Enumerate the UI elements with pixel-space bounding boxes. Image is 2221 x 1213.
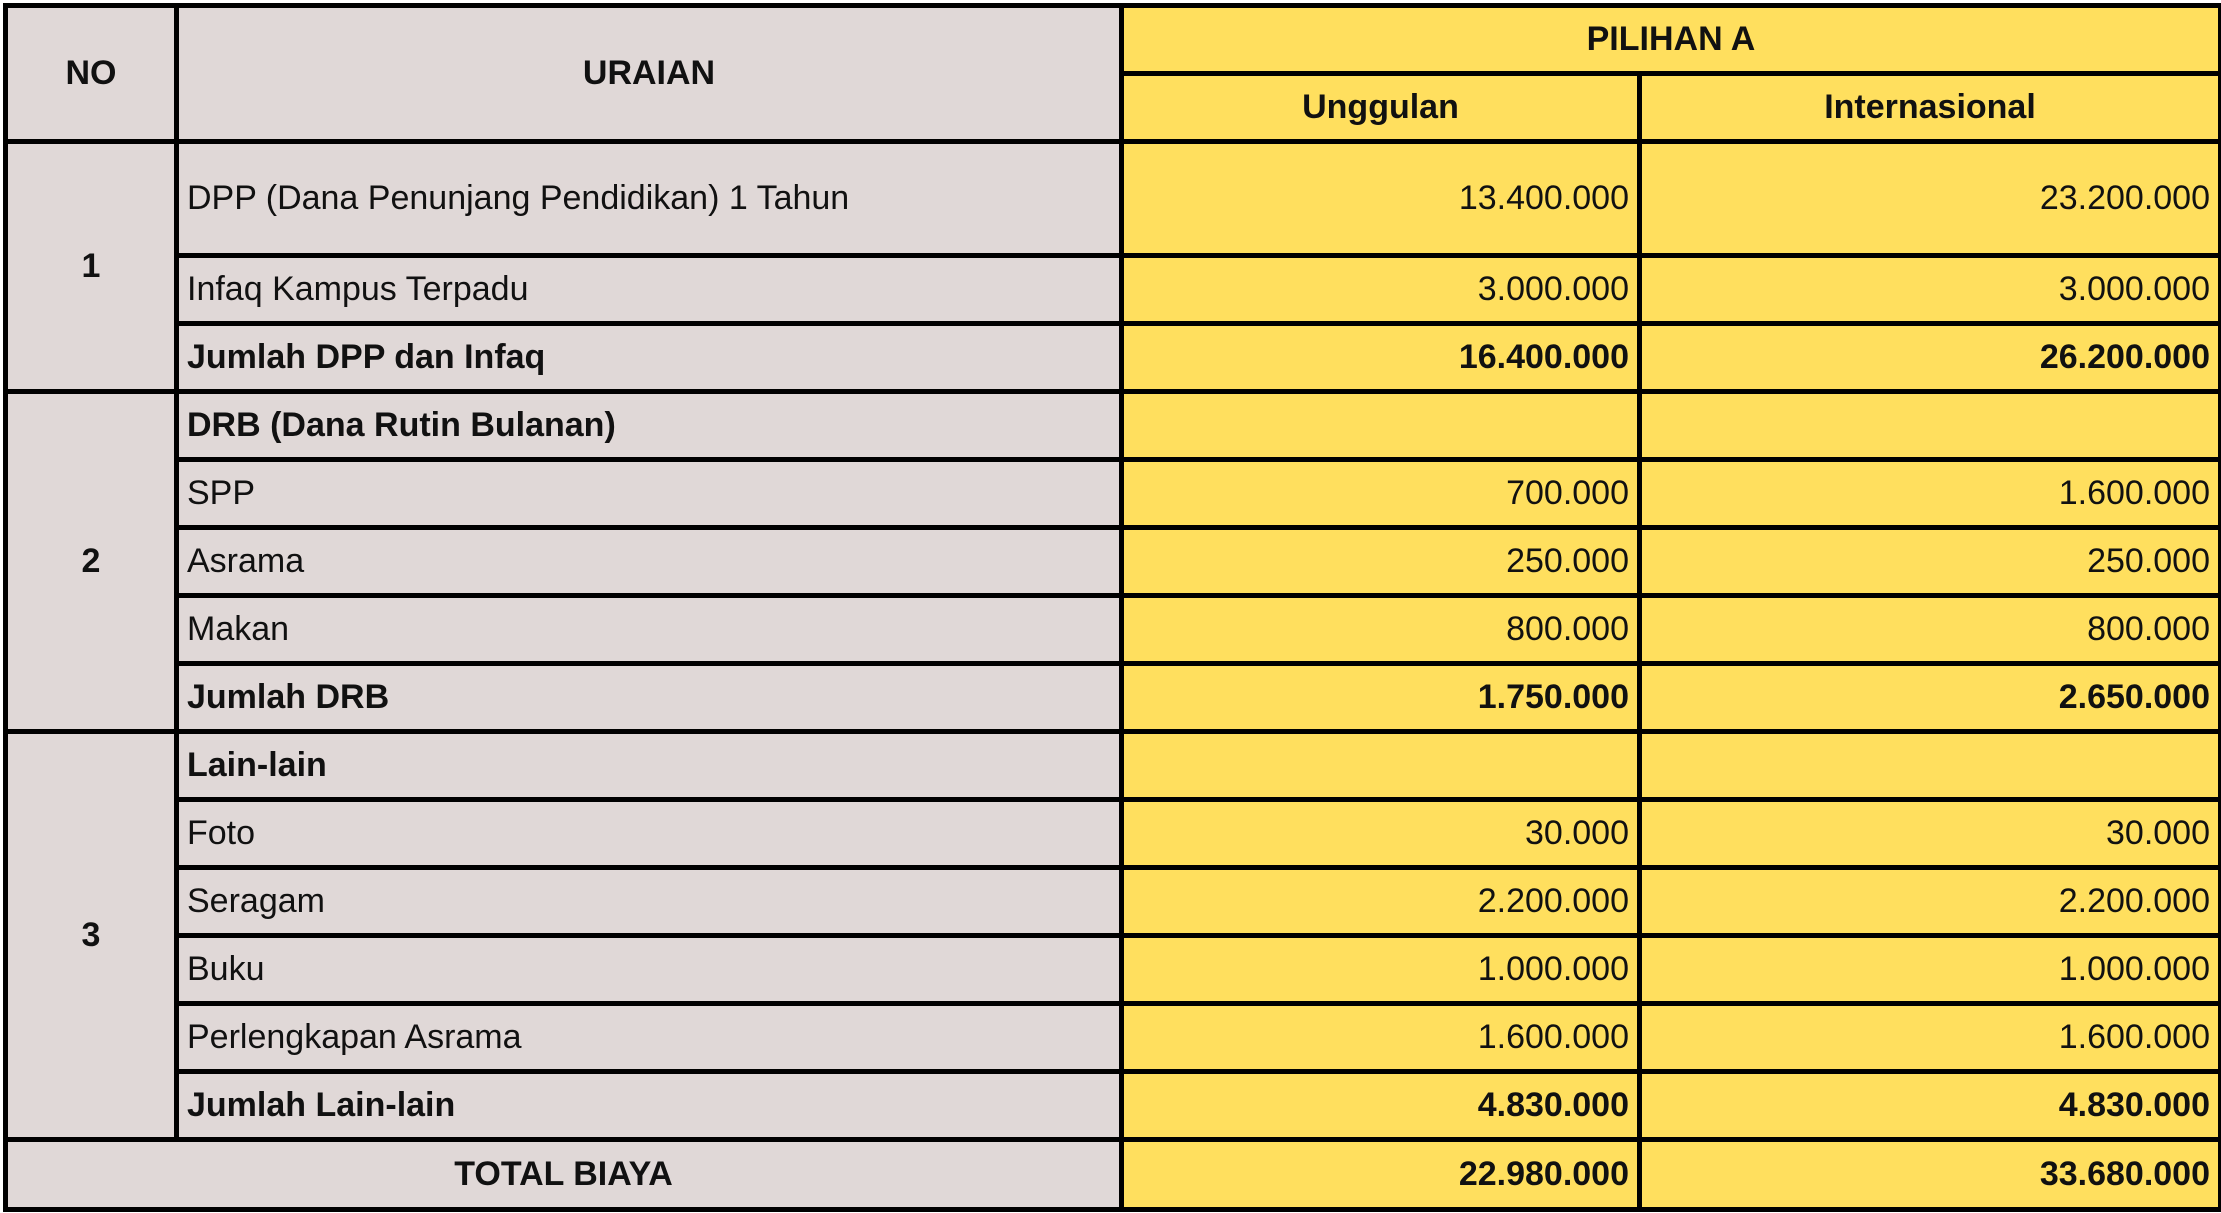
table-row [6, 1004, 2221, 1072]
row-label: SPP [177, 460, 1122, 528]
total-internasional-value: 33.680.000 [1640, 1140, 2221, 1210]
row-label: Buku [177, 936, 1122, 1004]
unggulan-value: 1.000.000 [1122, 936, 1640, 1004]
header-unggulan: Unggulan [1122, 74, 1640, 142]
row-label: Lain-lain [177, 732, 1122, 800]
section-heading-row [6, 732, 2221, 800]
unggulan-value: 2.200.000 [1122, 868, 1640, 936]
row-label: DPP (Dana Penunjang Pendidikan) 1 Tahun [177, 142, 1122, 256]
internasional-value: 23.200.000 [1640, 142, 2221, 256]
header-no: NO [6, 6, 177, 142]
subtotal-row [6, 324, 2221, 392]
table-row [6, 800, 2221, 868]
table-row [6, 936, 2221, 1004]
unggulan-value: 3.000.000 [1122, 256, 1640, 324]
row-label: Jumlah DRB [177, 664, 1122, 732]
section-heading-row [6, 392, 2221, 460]
header-uraian: URAIAN [177, 6, 1122, 142]
unggulan-value: 700.000 [1122, 460, 1640, 528]
row-label: Perlengkapan Asrama [177, 1004, 1122, 1072]
unggulan-value: 800.000 [1122, 596, 1640, 664]
table-row [6, 528, 2221, 596]
row-label: Foto [177, 800, 1122, 868]
total-row [6, 1140, 2221, 1210]
unggulan-value: 250.000 [1122, 528, 1640, 596]
subtotal-row [6, 664, 2221, 732]
internasional-value: 1.000.000 [1640, 936, 2221, 1004]
row-label: Jumlah Lain-lain [177, 1072, 1122, 1140]
row-label: Makan [177, 596, 1122, 664]
row-label: DRB (Dana Rutin Bulanan) [177, 392, 1122, 460]
internasional-value: 250.000 [1640, 528, 2221, 596]
internasional-value: 2.200.000 [1640, 868, 2221, 936]
internasional-value: 26.200.000 [1640, 324, 2221, 392]
total-label: TOTAL BIAYA [6, 1140, 1122, 1210]
internasional-value: 3.000.000 [1640, 256, 2221, 324]
internasional-value: 1.600.000 [1640, 460, 2221, 528]
row-label: Infaq Kampus Terpadu [177, 256, 1122, 324]
table-row [6, 142, 2221, 256]
fee-table [3, 3, 2221, 1212]
unggulan-value: 16.400.000 [1122, 324, 1640, 392]
table-row [6, 868, 2221, 936]
table-row [6, 256, 2221, 324]
unggulan-value: 1.600.000 [1122, 1004, 1640, 1072]
unggulan-value [1122, 732, 1640, 800]
subtotal-row [6, 1072, 2221, 1140]
header-internasional: Internasional [1640, 74, 2221, 142]
row-label: Seragam [177, 868, 1122, 936]
unggulan-value [1122, 392, 1640, 460]
total-unggulan-value: 22.980.000 [1122, 1140, 1640, 1210]
internasional-value: 30.000 [1640, 800, 2221, 868]
internasional-value: 1.600.000 [1640, 1004, 2221, 1072]
internasional-value [1640, 732, 2221, 800]
table-row [6, 596, 2221, 664]
internasional-value [1640, 392, 2221, 460]
internasional-value: 4.830.000 [1640, 1072, 2221, 1140]
row-label: Jumlah DPP dan Infaq [177, 324, 1122, 392]
group-number: 3 [6, 732, 177, 1140]
unggulan-value: 1.750.000 [1122, 664, 1640, 732]
header-pilihan-a: PILIHAN A [1122, 6, 2221, 74]
internasional-value: 800.000 [1640, 596, 2221, 664]
unggulan-value: 30.000 [1122, 800, 1640, 868]
group-number: 1 [6, 142, 177, 392]
unggulan-value: 4.830.000 [1122, 1072, 1640, 1140]
unggulan-value: 13.400.000 [1122, 142, 1640, 256]
group-number: 2 [6, 392, 177, 732]
row-label: Asrama [177, 528, 1122, 596]
internasional-value: 2.650.000 [1640, 664, 2221, 732]
table-row [6, 460, 2221, 528]
